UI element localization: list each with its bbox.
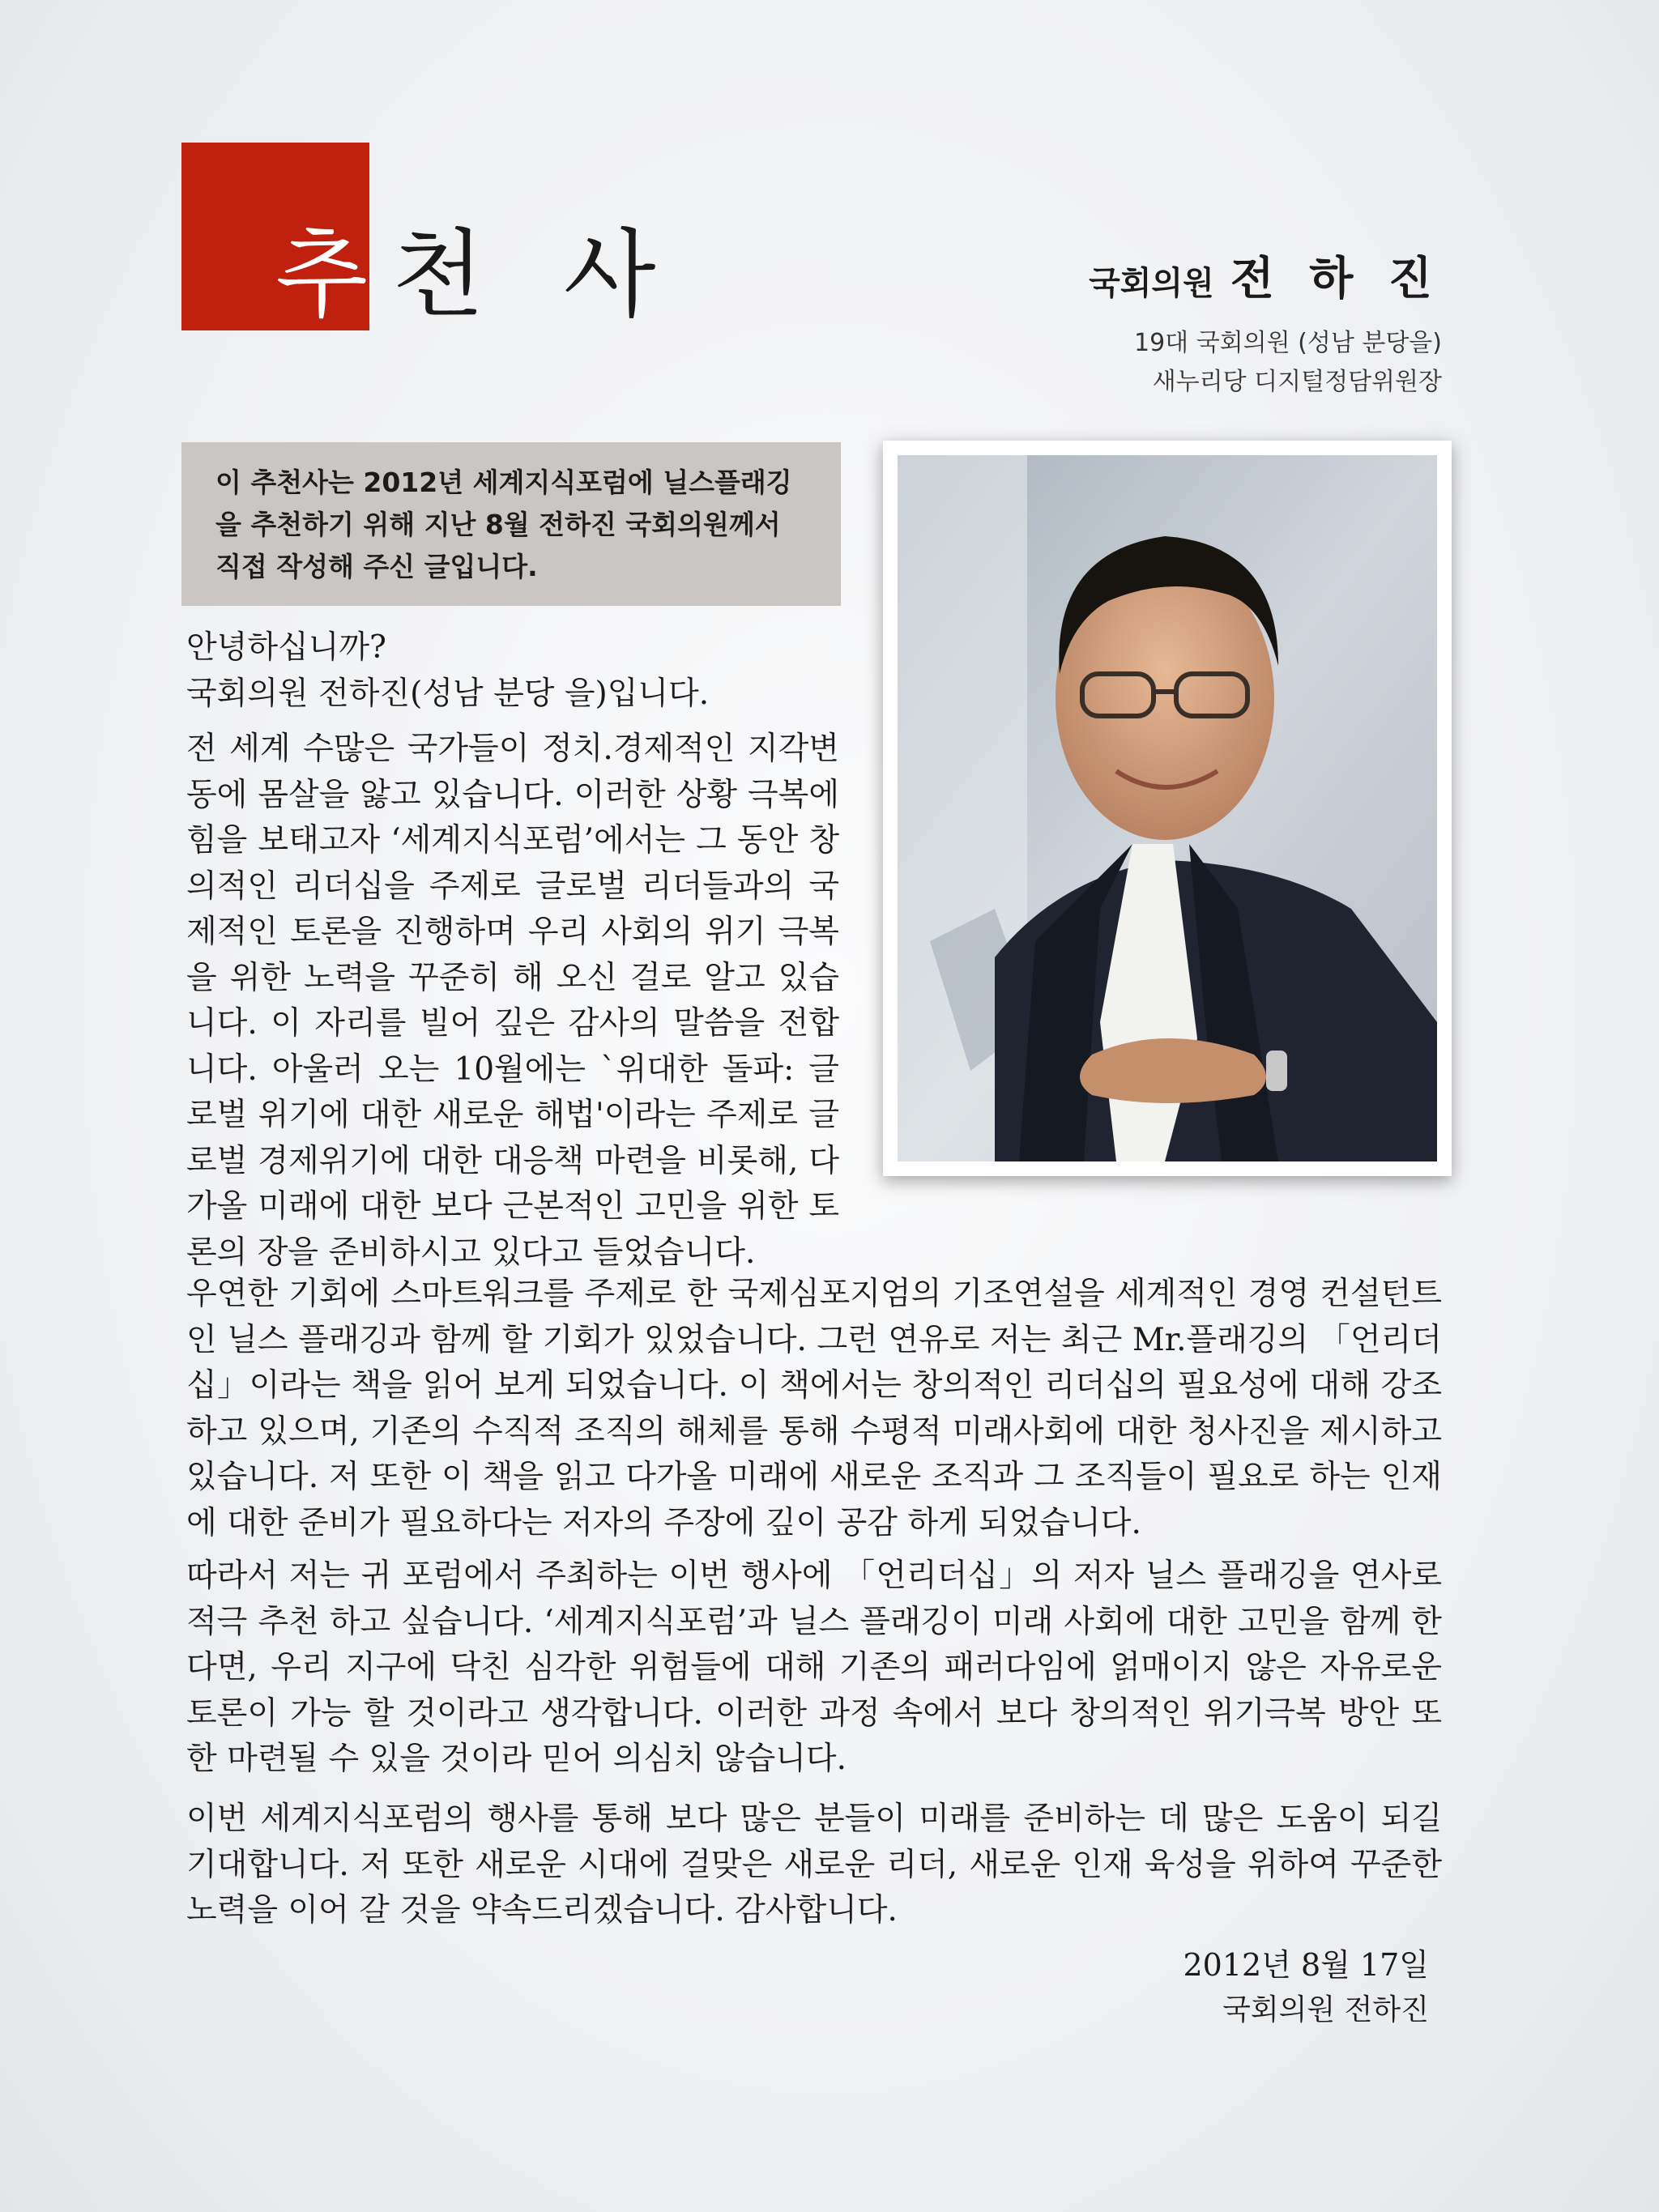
paragraph-1: 전 세계 수많은 국가들이 정치.경제적인 지각변동에 몸살을 앓고 있습니다. 이러한 상황 극복에 힘을 보태고자 ‘세계지식포럼’에서는 그 동안 창의적인 리더십을 주제로 글로벌 리더들과의 국제적인 토론을 진행하며 우리 사회의 위기 극복을 위한 노력을 꾸준히 해 오신 걸로 알고 있습니다. 이 자리를 빌어 깊은 감사의 말씀을 전합니다. 아울러 오는 10월에는 `위대한 돌파: 글로벌 위기에 대한 새로운 해법'이라는 주제로 글로벌 경제위기에 대한 대응책 마련을 비롯해, 다가올 미래에 대한 보다 근본적인 고민을 위한 토론의 장을 준비하시고 있다고 들었습니다. — [186, 731, 839, 1271]
author-heading — [1089, 243, 1442, 308]
signature — [1183, 1942, 1429, 2033]
author-role: 국회의원 — [1089, 265, 1214, 302]
author-subtitle — [1134, 324, 1442, 402]
greeting-line2: 국회의원 전하진(성남 분당 을)입니다. — [186, 675, 710, 712]
author-name: 전 하 진 — [1230, 253, 1442, 305]
page-title — [275, 219, 680, 330]
title-first-char: 추 — [275, 219, 392, 330]
intro-note-box — [181, 442, 841, 606]
author-subtitle-line1: 19대 국회의원 (성남 분당을) — [1134, 329, 1442, 357]
paragraph-4: 이번 세계지식포럼의 행사를 통해 보다 많은 분들이 미래를 준비하는 데 많은 도움이 되길 기대합니다. 저 또한 새로운 시대에 걸맞은 새로운 리더, 새로운 인재 육성을 위하여 꾸준한 노력을 이어 갈 것을 약속드리겠습니다. 감사합니다. — [186, 1801, 1442, 1929]
portrait-frame — [883, 441, 1452, 1176]
body-left-column — [186, 625, 839, 1276]
signature-date: 2012년 8월 17일 — [1183, 1947, 1429, 1983]
paragraph-3: 따라서 저는 귀 포럼에서 주최하는 이번 행사에 「언리더십」의 저자 닐스 플래깅을 연사로 적극 추천 하고 싶습니다. ‘세계지식포럼’과 닐스 플래깅이 미래 사회에 대한 고민을 함께 한다면, 우리 지구에 닥친 심각한 위험들에 대해 기존의 패러다임에 얽매이지 않은 자유로운 토론이 가능 할 것이라고 생각합니다. 이러한 과정 속에서 보다 창의적인 위기극복 방안 또한 마련될 수 있을 것이라 믿어 의심치 않습니다. — [186, 1558, 1442, 1777]
portrait-photo-icon — [898, 455, 1437, 1161]
title-rest: 천 사 — [392, 219, 680, 330]
author-subtitle-line2: 새누리당 디지털정담위원장 — [1152, 368, 1442, 396]
intro-note-text: 이 추천사는 2012년 세계지식포럼에 닐스플래깅을 추천하기 위해 지난 8월 전하진 국회의원께서 직접 작성해 주신 글입니다. — [215, 467, 792, 582]
paragraph-2: 우연한 기회에 스마트워크를 주제로 한 국제심포지엄의 기조연설을 세계적인 경영 컨설턴트인 닐스 플래깅과 함께 할 기회가 있었습니다. 그런 연유로 저는 최근 Mr.플래깅의 「언리더십」이라는 책을 읽어 보게 되었습니다. 이 책에서는 창의적인 리더십의 필요성에 대해 강조하고 있으며, 기존의 수직적 조직의 해체를 통해 수평적 미래사회에 대한 청사진을 제시하고 있습니다. 저 또한 이 책을 읽고 다가올 미래에 새로운 조직과 그 조직들이 필요로 하는 인재에 대한 준비가 필요하다는 저자의 주장에 깊이 공감 하게 되었습니다. — [186, 1276, 1442, 1541]
signature-name: 국회의원 전하진 — [1222, 1993, 1429, 2027]
greeting-line1: 안녕하십니까? — [186, 629, 386, 666]
